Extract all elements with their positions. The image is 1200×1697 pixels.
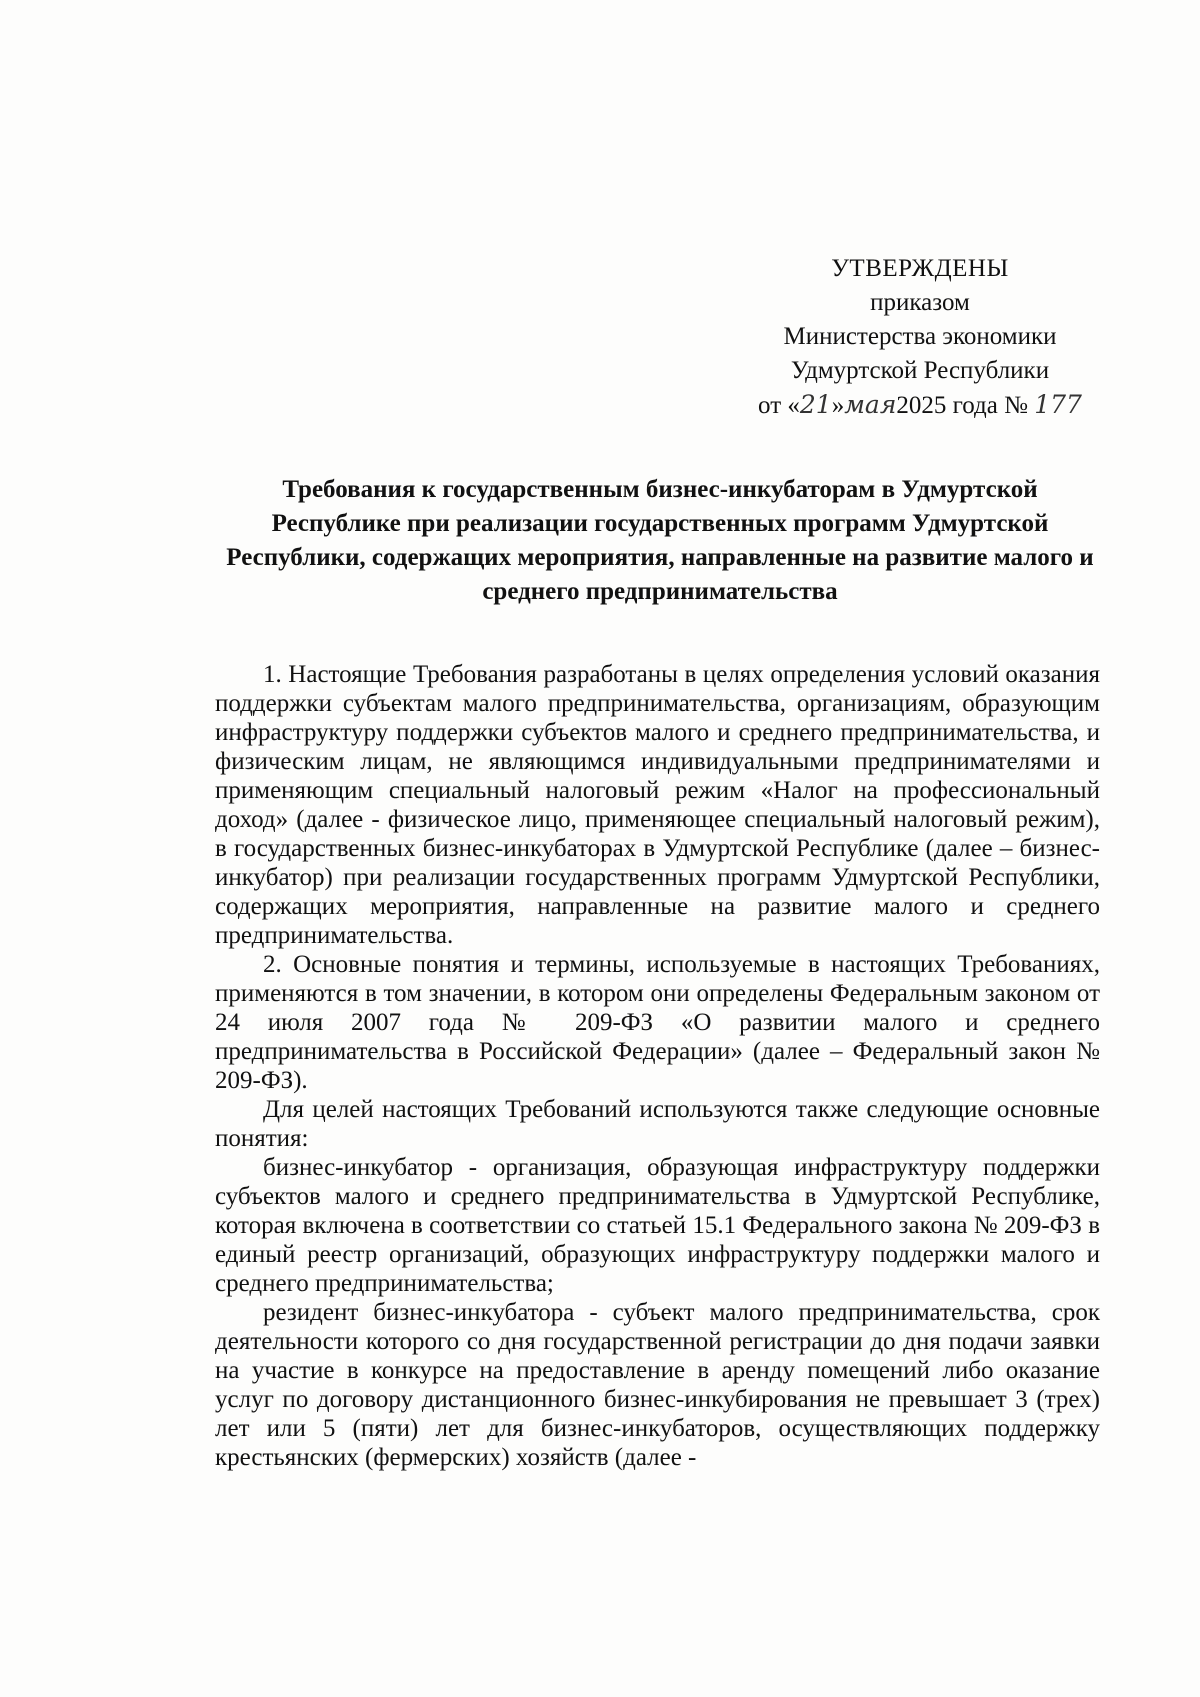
approval-line-ministry: Министерства экономики	[783, 323, 1057, 350]
approval-block	[740, 252, 1100, 423]
paragraph-5: резидент бизнес-инкубатора - субъект малого предпринимательства, срок деятельности которого со дня государственной регистрации до дня подачи заявки на участие в конкурсе на предоставление в аренду помещений либо оказание услуг по договору дистанционного бизнес-инкубирования не превышает 3 (трех) лет или 5 (пяти) лет для бизнес-инкубаторов, осуществляющих поддержку крестьянских (фермерских) хозяйств (далее -	[215, 1299, 1100, 1471]
paragraph-4: бизнес-инкубатор - организация, образующая инфраструктуру поддержки субъектов малого и среднего предпринимательства в Удмуртской Республике, которая включена в соответствии со статьей 15.1 Федерального закона № 209-ФЗ в единый реестр организаций, образующих инфраструктуру поддержки малого и среднего предпринимательства;	[215, 1154, 1100, 1297]
date-prefix: от «	[758, 392, 800, 419]
approval-date-line	[740, 388, 1100, 423]
approval-line-order: приказом	[870, 289, 970, 316]
approval-line-republic: Удмуртской Республики	[790, 357, 1050, 384]
handwritten-month: мая	[844, 390, 897, 419]
paragraph-3: Для целей настоящих Требований используются также следующие основные понятия:	[215, 1096, 1100, 1152]
date-mid: »	[831, 392, 845, 419]
date-year: 2025 года №	[896, 392, 1028, 419]
paragraph-1: 1. Настоящие Требования разработаны в целях определения условий оказания поддержки субъектам малого предпринимательства, организациям, образующим инфраструктуру поддержки субъектов малого и среднего предпринимательства, и физическим лицам, не являющимся индивидуальными предпринимателями и применяющим специальный налоговый режим «Налог на профессиональный доход» (далее - физическое лицо, применяющее специальный налоговый режим), в государственных бизнес-инкубаторах в Удмуртской Республике (далее – бизнес-инкубатор) при реализации государственных программ Удмуртской Республики, содержащих мероприятия, направленные на развитие малого и среднего предпринимательства.	[215, 661, 1100, 949]
paragraph-2: 2. Основные понятия и термины, используемые в настоящих Требованиях, применяются в том значении, в котором они определены Федеральным законом от 24 июля 2007 года № 209-ФЗ «О развитии малого и среднего предпринимательства в Российской Федерации» (далее – Федеральный закон № 209-ФЗ).	[215, 951, 1100, 1094]
document-body	[215, 660, 1100, 1472]
approval-heading: УТВЕРЖДЕНЫ	[831, 255, 1009, 282]
document-title: Требования к государственным бизнес-инкубаторам в Удмуртской Республике при реализации государственных программ Удмуртской Республики, содержащих мероприятия, направленные на развитие малого и среднего предпринимательства	[226, 476, 1094, 605]
handwritten-day: 21	[799, 390, 832, 419]
handwritten-number: 177	[1034, 390, 1082, 419]
